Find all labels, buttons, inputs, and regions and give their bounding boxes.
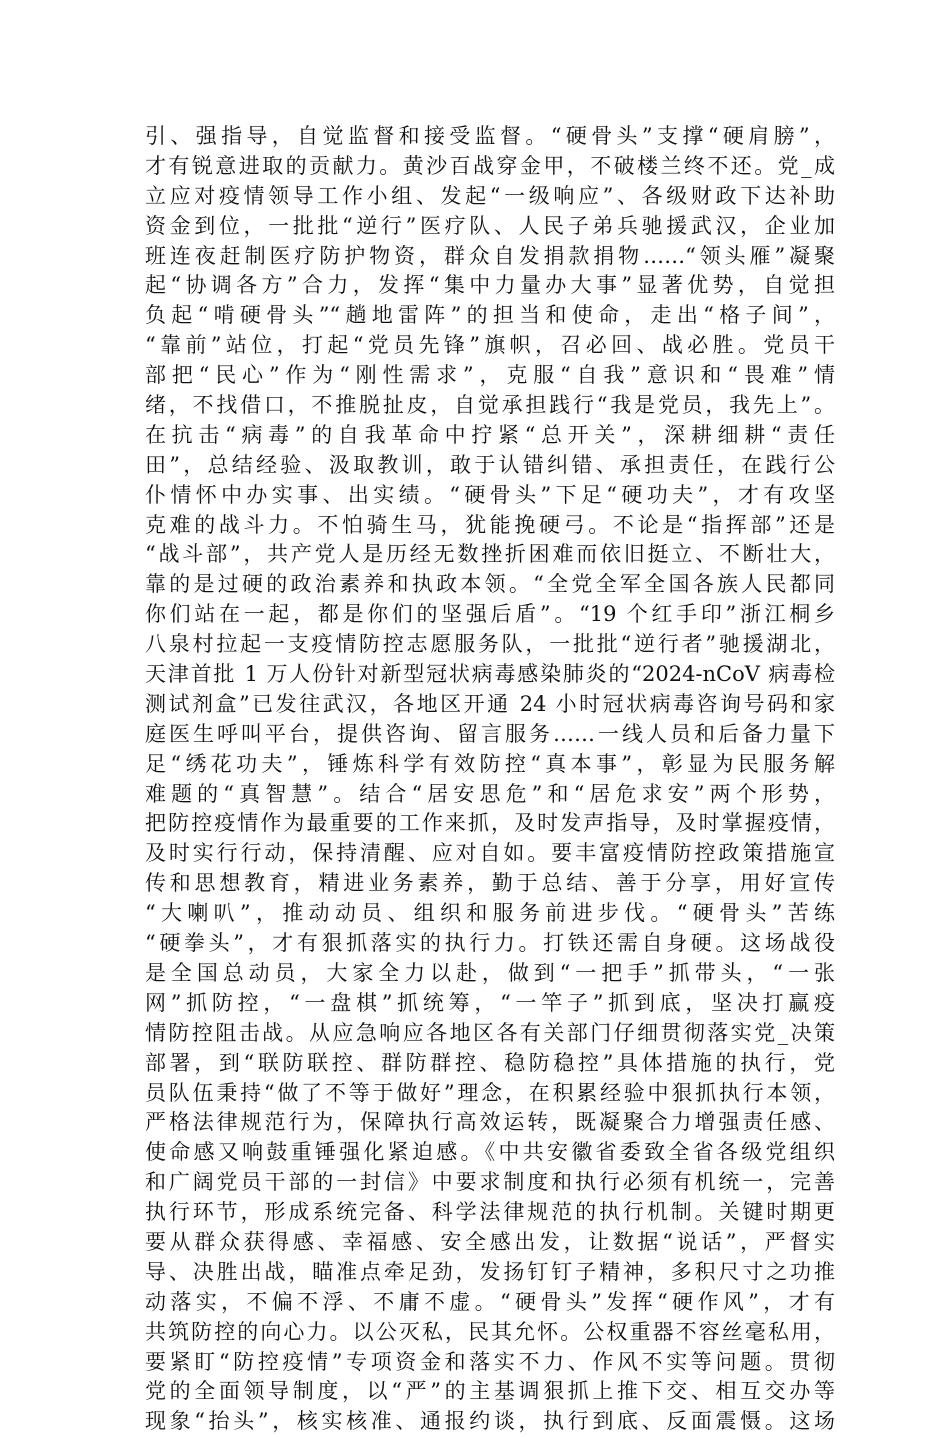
text-line: 八泉村拉起一支疫情防控志愿服务队，一批批“逆行者”驰援湖北， [145, 632, 835, 657]
text-line: 执行环节，形成系统完备、科学法律规范的执行机制。关键时期更 [145, 1200, 835, 1225]
text-line: 庭医生呼叫平台，提供咨询、留言服务……一线人员和后备力量下 [145, 721, 835, 746]
text-line: 和广阔党员干部的一封信》中要求制度和执行必须有机统一，完善 [145, 1170, 835, 1195]
text-line: 要紧盯“防控疫情”专项资金和落实不力、作风不实等问题。贯彻 [145, 1349, 835, 1374]
text-line: 现象“抬头”，核实核准、通报约谈，执行到底、反面震慑。这场 [145, 1409, 835, 1434]
text-line: 是全国总动员，大家全力以赴，做到“一把手”抓带头，“一张 [145, 960, 835, 985]
text-line: 使命感又响鼓重锤强化紧迫感。《中共安徽省委致全省各级党组织 [145, 1140, 835, 1165]
text-line: 网”抓防控，“一盘棋”抓统筹，“一竿子”抓到底，坚决打赢疫 [145, 990, 835, 1015]
text-line: 导、决胜出战，瞄准点牵足劲，发扬钉钉子精神，多积尺寸之功推 [145, 1259, 835, 1284]
text-line: 把防控疫情作为最重要的工作来抓，及时发声指导，及时掌握疫情， [145, 811, 835, 836]
text-line: “硬拳头”，才有狠抓落实的执行力。打铁还需自身硬。这场战役 [145, 931, 835, 956]
text-line: 克难的战斗力。不怕骑生马，犹能挽硬弓。不论是“指挥部”还是 [145, 512, 835, 537]
text-line: 足“绣花功夫”，锤炼科学有效防控“真本事”，彰显为民服务解 [145, 751, 835, 776]
text-line: 部署，到“联防联控、群防群控、稳防稳控”具体措施的执行，党 [145, 1050, 835, 1075]
text-line: 共筑防控的向心力。以公灭私，民其允怀。公权重器不容丝毫私用， [145, 1319, 835, 1344]
text-line: 引、强指导，自觉监督和接受监督。“硬骨头”支撑“硬肩膀”， [145, 124, 835, 148]
text-line: 天津首批 1 万人份针对新型冠状病毒感染肺炎的“2024-nCoV 病毒检 [145, 662, 835, 687]
text-line: 才有锐意进取的贡献力。黄沙百战穿金甲，不破楼兰终不还。党_成 [145, 153, 835, 178]
text-line: 测试剂盒”已发往武汉，各地区开通 24 小时冠状病毒咨询号码和家 [145, 691, 835, 716]
text-line: 员队伍秉持“做了不等于做好”理念，在积累经验中狠抓执行本领， [145, 1080, 835, 1105]
body-text [145, 122, 835, 1437]
text-line: 部把“民心”作为“刚性需求”，克服“自我”意识和“畏难”情 [145, 363, 835, 388]
text-line: 起“协调各方”合力，发挥“集中力量办大事”显著优势，自觉担 [145, 273, 835, 298]
text-line: 情防控阻击战。从应急响应各地区各有关部门仔细贯彻落实党_决策 [145, 1020, 835, 1045]
text-line: 立应对疫情领导工作小组、发起“一级响应”、各级财政下达补助 [145, 183, 835, 208]
text-line: 班连夜赶制医疗防护物资，群众自发捐款捐物……“领头雁”凝聚 [145, 243, 835, 268]
text-line: 你们站在一起，都是你们的坚强后盾”。“19 个红手印”浙江桐乡 [145, 602, 835, 627]
text-line: 负起“啃硬骨头”“趟地雷阵”的担当和使命，走出“格子间”， [145, 303, 835, 328]
text-line: 绪，不找借口，不推脱扯皮，自觉承担践行“我是党员，我先上”。 [145, 393, 835, 418]
text-line: 难题的“真智慧”。结合“居安思危”和“居危求安”两个形势， [145, 781, 835, 806]
text-line: “大喇叭”，推动动员、组织和服务前进步伐。“硬骨头”苦练 [145, 901, 835, 926]
text-line: “战斗部”，共产党人是历经无数挫折困难而依旧挺立、不断壮大， [145, 542, 835, 567]
text-line: 靠的是过硬的政治素养和执政本领。“全党全军全国各族人民都同 [145, 572, 835, 597]
text-line: 资金到位，一批批“逆行”医疗队、人民子弟兵驰援武汉，企业加 [145, 213, 835, 238]
text-line: 及时实行行动，保持清醒、应对自如。要丰富疫情防控政策措施宣 [145, 841, 835, 866]
text-line: “靠前”站位，打起“党员先锋”旗帜，召必回、战必胜。党员干 [145, 333, 835, 358]
text-line: 要从群众获得感、幸福感、安全感出发，让数据“说话”，严督实 [145, 1229, 835, 1254]
text-line: 仆情怀中办实事、出实绩。“硬骨头”下足“硬功夫”，才有攻坚 [145, 482, 835, 507]
text-line: 严格法律规范行为，保障执行高效运转，既凝聚合力增强责任感、 [145, 1110, 835, 1135]
text-line: 田”，总结经验、汲取教训，敢于认错纠错、承担责任，在践行公 [145, 452, 835, 477]
text-line: 传和思想教育，精进业务素养，勤于总结、善于分享，用好宣传 [145, 871, 835, 896]
text-line: 在抗击“病毒”的自我革命中拧紧“总开关”，深耕细耕“责任 [145, 422, 835, 447]
text-line: 动落实，不偏不浮、不庸不虚。“硬骨头”发挥“硬作风”，才有 [145, 1289, 835, 1314]
text-line: 党的全面领导制度，以“严”的主基调狠抓上推下交、相互交办等 [145, 1379, 835, 1404]
